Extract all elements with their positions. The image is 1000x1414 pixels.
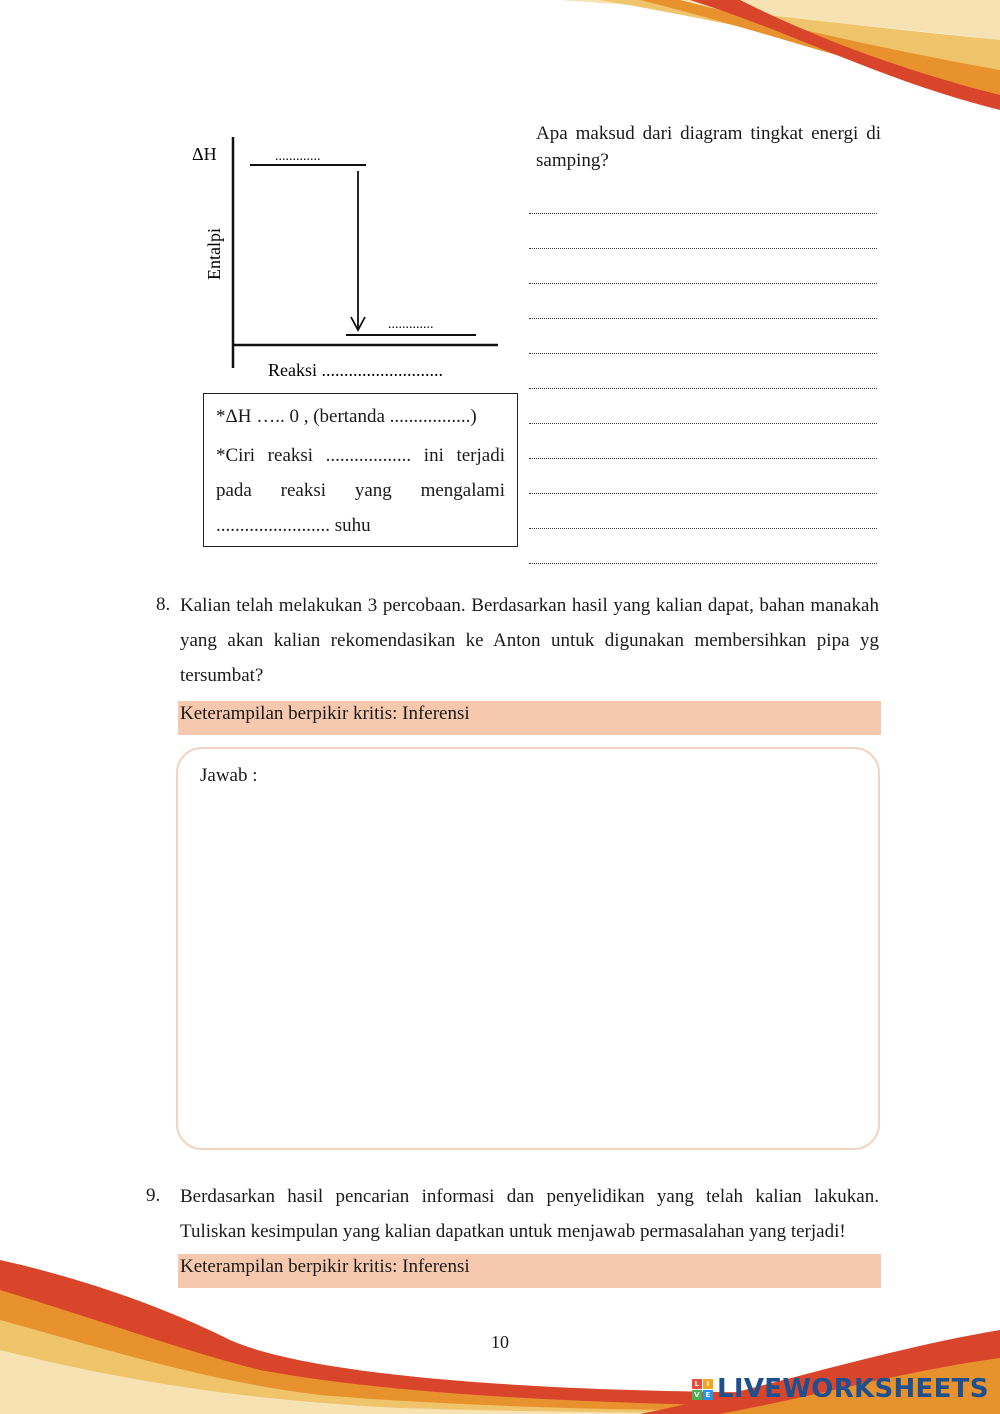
top-decorative-wave (0, 0, 1000, 110)
energy-level-diagram (180, 125, 510, 395)
answer-label: Jawab : (200, 765, 258, 786)
bottom-level-blank: ............. (388, 317, 434, 332)
page-number: 10 (491, 1332, 509, 1352)
question-8-skill-bar: Keterampilan berpikir kritis: Inferensi (178, 701, 881, 735)
answer-line[interactable] (529, 492, 877, 494)
diagram-question: Apa maksud dari diagram tingkat energi di samping? (536, 123, 881, 171)
question-8-number: 8. (156, 594, 171, 615)
answer-line[interactable] (529, 527, 877, 529)
logo-letter: L (692, 1379, 702, 1389)
question-9-number: 9. (146, 1185, 161, 1206)
question-8-text: Kalian telah melakukan 3 percobaan. Berdasarkan hasil yang kalian dapat, bahan manakah yang akan kalian rekomendasikan ke Anton untuk digunakan membersihkan pipa yg tersumbat? (180, 595, 879, 686)
delta-h-sign-line: *ΔH ….. 0 , (bertanda .................) (216, 406, 477, 427)
answer-line[interactable] (529, 387, 877, 389)
reaction-characteristic-line: *Ciri reaksi .................. ini terjadi pada reaksi yang mengalami (216, 445, 505, 501)
y-axis-label: Entalpi (204, 228, 224, 280)
answer-line[interactable] (529, 352, 877, 354)
question-9-text: Berdasarkan hasil pencarian informasi dan penyelidikan yang telah kalian lakukan. Tuliskan kesimpulan yang kalian dapatkan untuk menjawab permasalahan yang terjadi! (180, 1186, 879, 1242)
answer-line[interactable] (529, 422, 877, 424)
x-axis-label: Reaksi ........................... (268, 360, 443, 380)
answer-line[interactable] (529, 282, 877, 284)
enthalpy-info-box (203, 393, 518, 547)
question-9-skill-bar: Keterampilan berpikir kritis: Inferensi (178, 1254, 881, 1288)
answer-line[interactable] (529, 212, 877, 214)
top-level-blank: ............. (275, 149, 321, 164)
brand-name: LIVEWORKSHEETS (717, 1374, 989, 1404)
answer-input-box[interactable] (176, 747, 880, 1150)
answer-line[interactable] (529, 562, 877, 564)
logo-letter: I (703, 1379, 713, 1389)
logo-letter: V (692, 1390, 702, 1400)
delta-h-label: ΔH (192, 144, 217, 164)
logo-letter: E (703, 1390, 713, 1400)
answer-line[interactable] (529, 247, 877, 249)
liveworksheets-logo-icon (692, 1379, 713, 1400)
answer-line[interactable] (529, 457, 877, 459)
answer-line[interactable] (529, 317, 877, 319)
liveworksheets-logo (692, 1374, 989, 1404)
temperature-line: ........................ suhu (216, 515, 371, 536)
